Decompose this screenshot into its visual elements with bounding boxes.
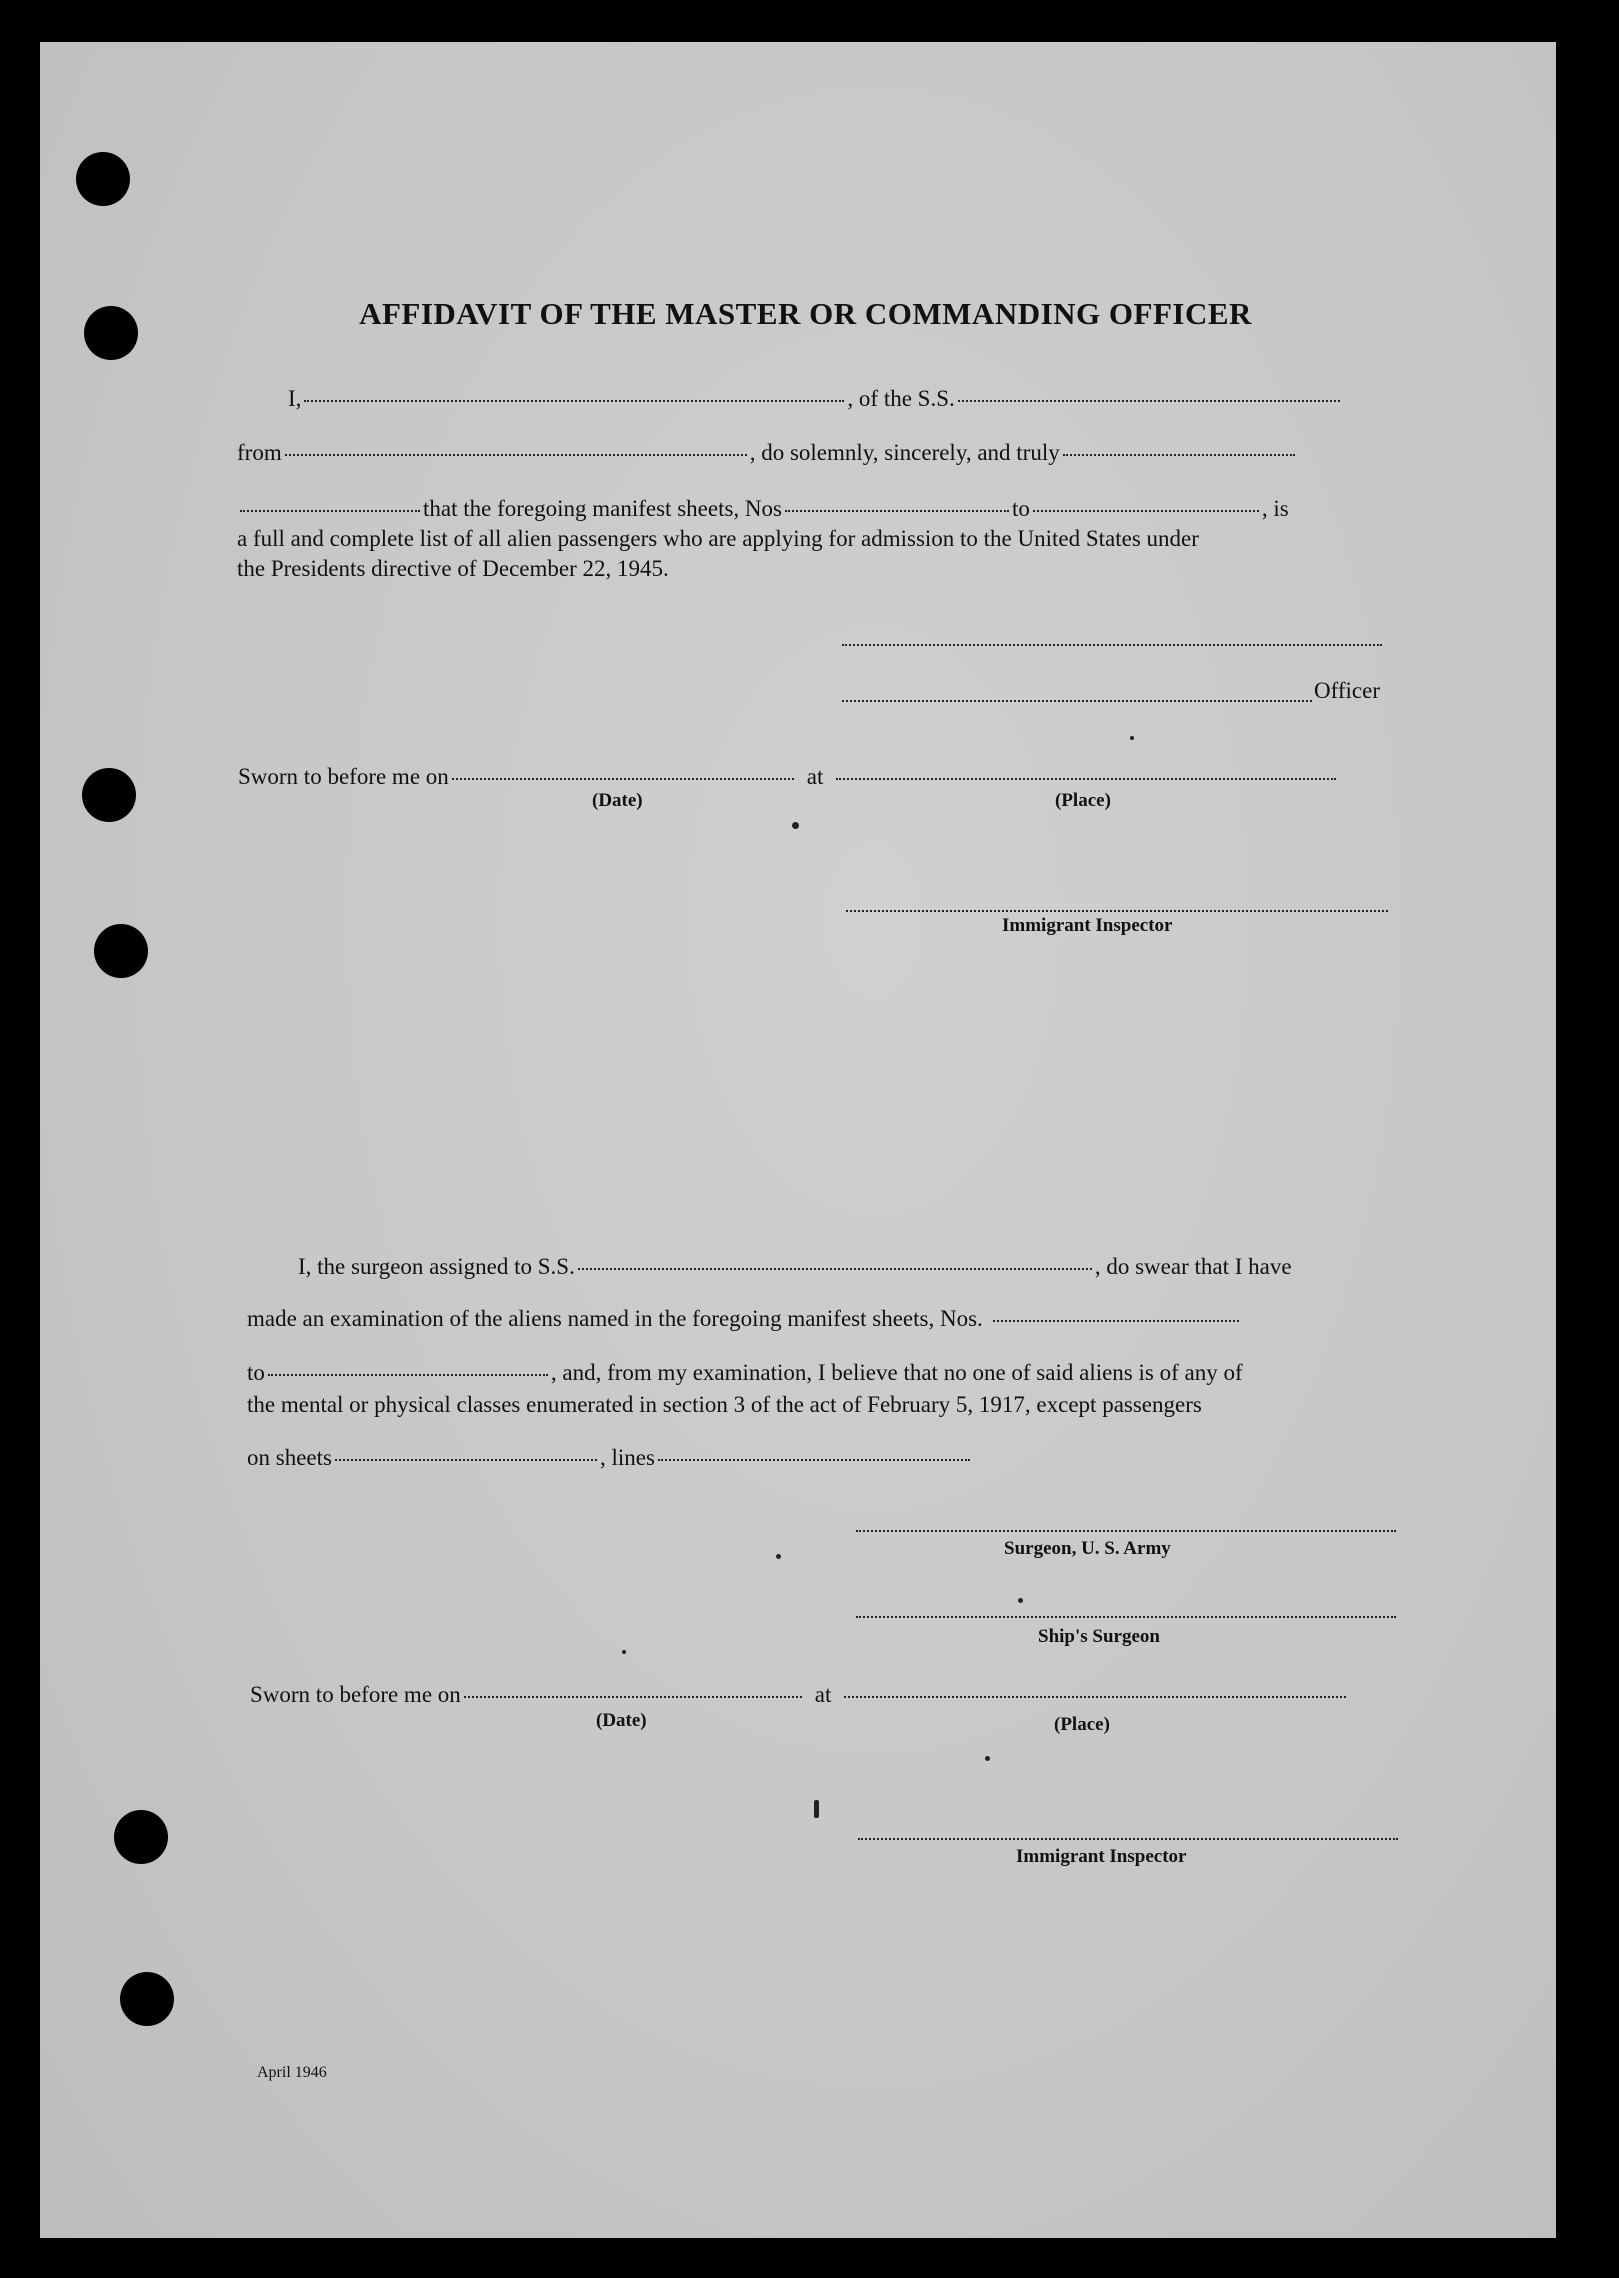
ships-surgeon-signature-line[interactable]: [856, 1616, 1396, 1618]
punch-hole: [114, 1810, 168, 1864]
master-line-2: [237, 440, 1298, 466]
surgeon-place-caption: (Place): [1054, 1714, 1110, 1735]
master-manifest-label: that the foregoing manifest sheets, Nos: [423, 496, 782, 521]
surgeon-line-4: the mental or physical classes enumerated in section 3 of the act of February 5, 1917, except passengers: [247, 1392, 1202, 1417]
master-solemnly-label: , do solemnly, sincerely, and truly: [749, 440, 1060, 465]
surgeon-to-label: to: [247, 1360, 265, 1385]
punch-hole: [76, 152, 130, 206]
surgeon-belief-label: , and, from my examination, I believe that no one of said aliens is of any of: [550, 1360, 1243, 1385]
scan-speck: [792, 822, 799, 829]
master-line-1: [288, 386, 1343, 412]
ships-surgeon-caption: Ship's Surgeon: [1038, 1626, 1160, 1647]
master-sworn-place-field[interactable]: [836, 778, 1336, 780]
master-sworn-label: Sworn to before me on: [238, 764, 449, 789]
surgeon-date-caption: (Date): [596, 1710, 647, 1731]
master-name-field[interactable]: [304, 400, 844, 402]
surgeon-nos-to-field[interactable]: [268, 1374, 548, 1376]
surgeon-line-1: [298, 1254, 1292, 1280]
form-sheet: [40, 42, 1556, 2238]
master-is-label: , is: [1261, 496, 1289, 521]
form-date-footer: April 1946: [257, 2064, 327, 2081]
surgeon-inspector-signature-line[interactable]: [858, 1838, 1398, 1840]
surgeon-inspector-caption: Immigrant Inspector: [1016, 1846, 1187, 1867]
master-to-label: to: [1011, 496, 1030, 521]
master-inspector-signature-line[interactable]: [846, 910, 1388, 912]
surgeon-assigned-label: I, the surgeon assigned to S.S.: [298, 1254, 575, 1279]
scan-speck: [776, 1554, 781, 1559]
surgeon-sworn-place-field[interactable]: [844, 1696, 1346, 1698]
surgeon-swear-label: , do swear that I have: [1094, 1254, 1292, 1279]
master-line-4: a full and complete list of all alien passengers who are applying for admission to the United States under: [237, 526, 1199, 551]
master-from-label: from: [237, 440, 282, 465]
surgeon-lines-field[interactable]: [658, 1459, 970, 1461]
surgeon-sworn-line: [250, 1682, 1349, 1708]
form-title: AFFIDAVIT OF THE MASTER OR COMMANDING OFFICER: [359, 296, 1252, 331]
surgeon-line-3: [247, 1360, 1243, 1386]
master-nos-to-field[interactable]: [1033, 510, 1259, 512]
punch-hole: [94, 924, 148, 978]
master-line-5: the Presidents directive of December 22, 1945.: [237, 556, 669, 581]
army-surgeon-caption: Surgeon, U. S. Army: [1004, 1538, 1171, 1559]
scan-speck: [814, 1800, 819, 1818]
surgeon-sheets-label: on sheets: [247, 1445, 332, 1470]
surgeon-sheets-field[interactable]: [335, 1459, 597, 1461]
surgeon-ship-field[interactable]: [578, 1268, 1092, 1270]
master-at-label: at: [806, 764, 824, 789]
army-surgeon-signature-line[interactable]: [856, 1530, 1396, 1532]
officer-signature-line[interactable]: [842, 700, 1312, 702]
master-oath-cont-field[interactable]: [240, 510, 420, 512]
surgeon-sworn-label: Sworn to before me on: [250, 1682, 461, 1707]
master-line-3: [237, 496, 1289, 522]
master-ship-field[interactable]: [958, 400, 1340, 402]
master-inspector-caption: Immigrant Inspector: [1002, 915, 1173, 936]
surgeon-line-5: [247, 1445, 973, 1471]
scan-speck: [1130, 736, 1134, 740]
surgeon-at-label: at: [814, 1682, 832, 1707]
surgeon-lines-label: , lines: [599, 1445, 655, 1470]
scan-speck: [985, 1756, 990, 1761]
surgeon-line-2: [247, 1306, 1242, 1332]
surgeon-nos-from-field[interactable]: [993, 1320, 1239, 1322]
master-place-caption: (Place): [1055, 790, 1111, 811]
punch-hole: [120, 1972, 174, 2026]
master-i-label: I,: [288, 386, 302, 411]
master-date-caption: (Date): [592, 790, 643, 811]
master-signature-line[interactable]: [842, 644, 1382, 646]
scan-speck: [622, 1650, 626, 1654]
surgeon-exam-label: made an examination of the aliens named in the foregoing manifest sheets, Nos.: [247, 1306, 983, 1331]
master-oath-field[interactable]: [1063, 454, 1295, 456]
officer-label: Officer: [1314, 678, 1380, 703]
master-ss-label: , of the S.S.: [847, 386, 955, 411]
master-sworn-line: [238, 764, 1339, 790]
master-sworn-date-field[interactable]: [452, 778, 794, 780]
master-from-field[interactable]: [285, 454, 747, 456]
punch-hole: [82, 768, 136, 822]
master-nos-from-field[interactable]: [785, 510, 1009, 512]
scan-speck: [1018, 1598, 1023, 1603]
surgeon-sworn-date-field[interactable]: [464, 1696, 802, 1698]
